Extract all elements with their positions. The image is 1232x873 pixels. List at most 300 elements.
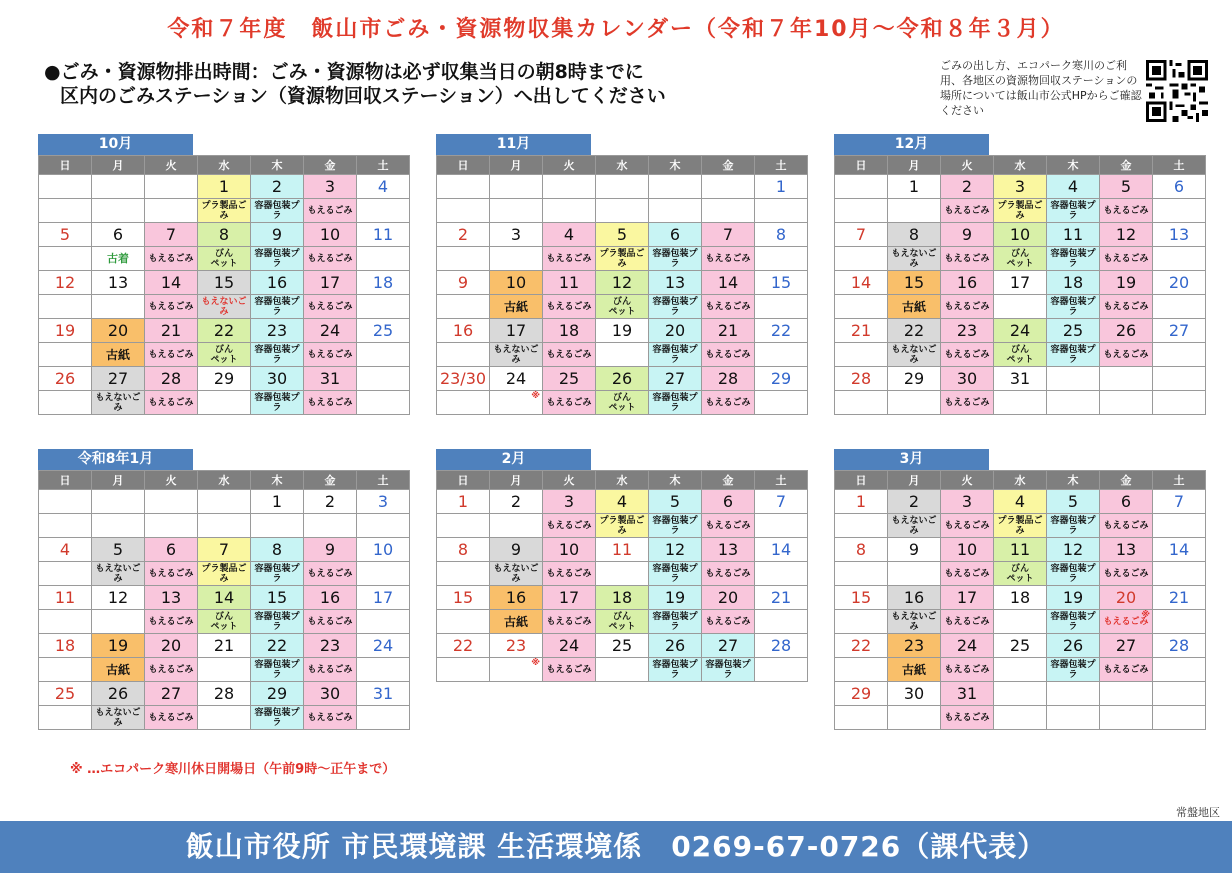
day-number: 25	[1047, 319, 1100, 343]
collection-label	[835, 343, 888, 367]
day-number: 5	[92, 538, 145, 562]
collection-label	[304, 343, 357, 367]
day-number: 1	[437, 490, 490, 514]
day-number: 14	[755, 538, 808, 562]
collection-type-text: 古着	[107, 251, 129, 265]
day-number: 2	[888, 490, 941, 514]
empty-cell	[39, 490, 92, 514]
holiday-open-mark: ※	[531, 391, 540, 401]
collection-label	[755, 658, 808, 682]
collection-type-text: もえるごみ	[307, 664, 353, 675]
empty-cell	[39, 514, 92, 538]
collection-type-text: もえるごみ	[148, 664, 194, 675]
day-number: 26	[1100, 319, 1153, 343]
day-number: 13	[92, 271, 145, 295]
collection-label	[490, 343, 543, 367]
day-number: 20	[1153, 271, 1206, 295]
collection-label	[702, 295, 755, 319]
day-number: 19	[1100, 271, 1153, 295]
weekday-header: 日	[835, 471, 888, 490]
month-table	[834, 155, 1206, 415]
collection-type-text: びん ペット	[1006, 563, 1034, 584]
collection-label	[755, 343, 808, 367]
collection-type-text: もえるごみ	[546, 568, 592, 579]
day-number: 23	[888, 634, 941, 658]
day-number: 25	[994, 634, 1047, 658]
collection-label	[1100, 610, 1153, 634]
empty-cell	[835, 175, 888, 199]
collection-label	[888, 610, 941, 634]
empty-cell	[145, 199, 198, 223]
day-number: 10	[994, 223, 1047, 247]
collection-type-text: もえないごみ	[201, 296, 247, 317]
day-number: 24	[490, 367, 543, 391]
collection-label	[490, 391, 543, 415]
day-number: 25	[39, 682, 92, 706]
weekday-header: 金	[304, 471, 357, 490]
collection-label	[888, 514, 941, 538]
day-number: 1	[198, 175, 251, 199]
collection-type-text: びん ペット	[608, 392, 636, 413]
collection-type-text: もえるごみ	[705, 253, 751, 264]
collection-label	[941, 247, 994, 271]
collection-type-text: もえるごみ	[944, 349, 990, 360]
day-number: 3	[543, 490, 596, 514]
empty-cell	[1100, 391, 1153, 415]
collection-type-text: もえるごみ	[307, 568, 353, 579]
collection-label	[1100, 514, 1153, 538]
day-number: 6	[1100, 490, 1153, 514]
collection-label	[437, 343, 490, 367]
collection-type-text: もえるごみ	[148, 568, 194, 579]
weekday-header: 水	[596, 156, 649, 175]
day-number: 17	[490, 319, 543, 343]
collection-type-text: もえるごみ	[546, 397, 592, 408]
day-number: 18	[357, 271, 410, 295]
collection-label	[994, 247, 1047, 271]
collection-label	[357, 562, 410, 586]
weekday-header: 月	[888, 471, 941, 490]
day-number: 12	[92, 586, 145, 610]
day-number: 3	[994, 175, 1047, 199]
empty-cell	[1047, 367, 1100, 391]
month-label: 令和8年1月	[38, 449, 193, 470]
collection-type-text: もえるごみ	[944, 301, 990, 312]
collection-label	[145, 391, 198, 415]
collection-type-text: 容器包装プラ	[254, 296, 300, 317]
collection-label	[888, 658, 941, 682]
collection-type-text: 容器包装プラ	[254, 707, 300, 728]
weekday-header: 日	[835, 156, 888, 175]
weekday-header: 水	[596, 471, 649, 490]
collection-label	[543, 562, 596, 586]
weekday-header: 火	[543, 471, 596, 490]
collection-label	[39, 658, 92, 682]
collection-label	[304, 562, 357, 586]
day-number: 14	[1153, 538, 1206, 562]
day-number: 26	[92, 682, 145, 706]
day-number: 18	[596, 586, 649, 610]
day-number: 28	[1153, 634, 1206, 658]
collection-label	[1100, 343, 1153, 367]
day-number: 16	[437, 319, 490, 343]
collection-type-text: 容器包装プラ	[1050, 515, 1096, 536]
notice-line-1: ●ごみ・資源物排出時間：ごみ・資源物は必ず収集当日の朝8時までに	[44, 61, 644, 83]
collection-type-text: もえないごみ	[891, 344, 937, 365]
day-number: 14	[145, 271, 198, 295]
empty-cell	[1153, 391, 1206, 415]
month-label: 12月	[834, 134, 989, 155]
day-number: 22	[755, 319, 808, 343]
day-number: 17	[543, 586, 596, 610]
month-table	[38, 470, 410, 730]
day-number: 15	[251, 586, 304, 610]
collection-type-text: もえるごみ	[307, 397, 353, 408]
collection-label	[145, 295, 198, 319]
qr-code-icon[interactable]	[1146, 60, 1208, 122]
day-number: 11	[357, 223, 410, 247]
collection-label	[1100, 562, 1153, 586]
collection-label	[1100, 247, 1153, 271]
collection-type-text: 容器包装プラ	[705, 659, 751, 680]
collection-label	[941, 199, 994, 223]
day-number: 27	[702, 634, 755, 658]
empty-cell	[1153, 367, 1206, 391]
collection-label	[304, 514, 357, 538]
collection-label	[251, 610, 304, 634]
collection-label	[596, 391, 649, 415]
collection-label	[357, 706, 410, 730]
weekday-header: 月	[92, 471, 145, 490]
collection-label	[1047, 610, 1100, 634]
collection-label	[92, 391, 145, 415]
collection-type-text: びん ペット	[1006, 344, 1034, 365]
collection-label	[941, 391, 994, 415]
weekday-header: 木	[251, 156, 304, 175]
weekday-header: 土	[1153, 156, 1206, 175]
month-label: 10月	[38, 134, 193, 155]
day-number: 23	[251, 319, 304, 343]
collection-type-text: プラ製品ごみ	[201, 200, 247, 221]
day-number: 20	[92, 319, 145, 343]
collection-type-text: 古紙	[105, 662, 130, 677]
collection-label	[198, 562, 251, 586]
day-number: 27	[92, 367, 145, 391]
day-number: 26	[39, 367, 92, 391]
weekday-header: 土	[755, 471, 808, 490]
collection-type-text: プラ製品ごみ	[599, 515, 645, 536]
collection-label	[596, 514, 649, 538]
collection-label	[145, 610, 198, 634]
collection-type-text: 容器包装プラ	[652, 392, 698, 413]
month-calendar	[834, 134, 1198, 415]
day-number: 28	[835, 367, 888, 391]
empty-cell	[39, 175, 92, 199]
day-number: 30	[941, 367, 994, 391]
collection-label	[1153, 295, 1206, 319]
day-number: 22	[437, 634, 490, 658]
day-number: 29	[251, 682, 304, 706]
collection-label	[994, 514, 1047, 538]
day-number: 13	[649, 271, 702, 295]
collection-type-text: もえるごみ	[546, 616, 592, 627]
collection-label	[490, 514, 543, 538]
holiday-open-mark: ※	[1141, 610, 1150, 620]
day-number: 30	[251, 367, 304, 391]
empty-cell	[92, 490, 145, 514]
collection-label	[1153, 343, 1206, 367]
day-number: 10	[543, 538, 596, 562]
month-calendar	[436, 449, 800, 682]
collection-type-text: 容器包装プラ	[1050, 248, 1096, 269]
collection-type-text: 古紙	[503, 614, 528, 629]
day-number: 16	[251, 271, 304, 295]
day-number: 1	[755, 175, 808, 199]
collection-type-text: もえるごみ	[944, 712, 990, 723]
collection-label	[596, 295, 649, 319]
day-number: 31	[941, 682, 994, 706]
day-number: 20	[702, 586, 755, 610]
day-number: 13	[1100, 538, 1153, 562]
collection-type-text: もえないごみ	[493, 344, 539, 365]
collection-label	[543, 391, 596, 415]
collection-type-text: もえるごみ	[307, 712, 353, 723]
collection-label	[596, 562, 649, 586]
collection-type-text: びん ペット	[210, 248, 238, 269]
day-number: 23	[941, 319, 994, 343]
weekday-header: 土	[755, 156, 808, 175]
collection-label	[835, 610, 888, 634]
day-number: 17	[357, 586, 410, 610]
day-number: 24	[941, 634, 994, 658]
day-number: 27	[1153, 319, 1206, 343]
collection-label	[39, 247, 92, 271]
month-label: 3月	[834, 449, 989, 470]
collection-label	[835, 247, 888, 271]
day-number: 2	[437, 223, 490, 247]
collection-type-text: もえないごみ	[95, 563, 141, 584]
day-number: 19	[1047, 586, 1100, 610]
day-number: 6	[649, 223, 702, 247]
collection-label	[1153, 247, 1206, 271]
collection-type-text: もえるごみ	[1103, 253, 1149, 264]
collection-label	[1047, 343, 1100, 367]
day-number: 31	[304, 367, 357, 391]
collection-label	[941, 610, 994, 634]
day-number: 15	[888, 271, 941, 295]
collection-type-text: プラ製品ごみ	[997, 200, 1043, 221]
collection-type-text: もえないごみ	[891, 515, 937, 536]
collection-type-text: もえるごみ	[148, 301, 194, 312]
day-number: 12	[596, 271, 649, 295]
day-number: 2	[304, 490, 357, 514]
weekday-header: 月	[92, 156, 145, 175]
day-number: 4	[596, 490, 649, 514]
weekday-header: 月	[490, 156, 543, 175]
collection-label	[755, 295, 808, 319]
collection-label	[304, 706, 357, 730]
collection-type-text: もえないごみ	[891, 248, 937, 269]
day-number: 24	[543, 634, 596, 658]
collection-label	[251, 706, 304, 730]
weekday-header: 土	[357, 471, 410, 490]
collection-label	[92, 562, 145, 586]
day-number: 26	[1047, 634, 1100, 658]
day-number: 1	[888, 175, 941, 199]
empty-cell	[39, 199, 92, 223]
empty-cell	[1100, 367, 1153, 391]
empty-cell	[145, 514, 198, 538]
day-number: 24	[304, 319, 357, 343]
day-number: 26	[649, 634, 702, 658]
day-number: 22	[198, 319, 251, 343]
day-number: 9	[251, 223, 304, 247]
day-number: 2	[251, 175, 304, 199]
collection-type-text: びん ペット	[210, 344, 238, 365]
collection-label	[92, 343, 145, 367]
day-number: 15	[755, 271, 808, 295]
empty-cell	[490, 199, 543, 223]
collection-type-text: 容器包装プラ	[254, 659, 300, 680]
day-number: 22	[251, 634, 304, 658]
collection-label	[437, 295, 490, 319]
weekday-header: 木	[1047, 471, 1100, 490]
collection-label	[39, 562, 92, 586]
collection-label	[145, 658, 198, 682]
day-number: 14	[198, 586, 251, 610]
collection-label	[145, 706, 198, 730]
collection-label	[649, 391, 702, 415]
collection-type-text: もえるごみ	[944, 616, 990, 627]
day-number: 5	[39, 223, 92, 247]
month-label: 11月	[436, 134, 591, 155]
collection-label	[543, 247, 596, 271]
notice-line-2: 区内のごみステーション（資源物回収ステーション）へ出してください	[60, 85, 666, 107]
collection-type-text: 容器包装プラ	[652, 659, 698, 680]
collection-label	[357, 343, 410, 367]
day-number: 2	[490, 490, 543, 514]
collection-label	[1100, 658, 1153, 682]
empty-cell	[198, 514, 251, 538]
day-number: 15	[835, 586, 888, 610]
day-number: 23	[490, 634, 543, 658]
collection-label	[941, 706, 994, 730]
day-number: 9	[437, 271, 490, 295]
day-number: 24	[994, 319, 1047, 343]
collection-label	[543, 295, 596, 319]
collection-type-text: もえるごみ	[705, 301, 751, 312]
day-number: 8	[755, 223, 808, 247]
day-number: 26	[596, 367, 649, 391]
month-table	[436, 155, 808, 415]
collection-type-text: びん ペット	[210, 611, 238, 632]
weekday-header: 水	[198, 156, 251, 175]
day-number: 5	[1100, 175, 1153, 199]
day-number: 24	[357, 634, 410, 658]
empty-cell	[1153, 706, 1206, 730]
page-title: 令和７年度 飯山市ごみ・資源物収集カレンダー（令和７年10月～令和８年３月）	[167, 17, 1065, 42]
collection-label	[92, 706, 145, 730]
weekday-header: 金	[702, 471, 755, 490]
day-number: 10	[941, 538, 994, 562]
collection-type-text: 古紙	[901, 662, 926, 677]
collection-label	[251, 658, 304, 682]
day-number: 25	[357, 319, 410, 343]
collection-label	[437, 658, 490, 682]
collection-type-text: プラ製品ごみ	[599, 248, 645, 269]
collection-type-text: びん ペット	[608, 611, 636, 632]
holiday-open-mark: ※	[531, 658, 540, 668]
collection-type-text: もえるごみ	[546, 349, 592, 360]
day-number: 27	[1100, 634, 1153, 658]
day-number: 18	[543, 319, 596, 343]
collection-label	[198, 610, 251, 634]
collection-type-text: 容器包装プラ	[254, 344, 300, 365]
month-calendar	[38, 134, 402, 415]
collection-type-text: もえるごみ	[546, 664, 592, 675]
day-number: 15	[437, 586, 490, 610]
weekday-header: 土	[1153, 471, 1206, 490]
collection-label	[490, 562, 543, 586]
collection-label	[941, 514, 994, 538]
collection-label	[251, 295, 304, 319]
day-number: 28	[198, 682, 251, 706]
collection-label	[994, 610, 1047, 634]
collection-label	[649, 658, 702, 682]
collection-type-text: 古紙	[503, 299, 528, 314]
collection-label	[755, 562, 808, 586]
collection-label	[649, 247, 702, 271]
collection-label	[304, 295, 357, 319]
day-number: 5	[1047, 490, 1100, 514]
day-number: 31	[994, 367, 1047, 391]
collection-type-text: もえるごみ	[148, 712, 194, 723]
day-number: 22	[835, 634, 888, 658]
collection-label	[649, 514, 702, 538]
collection-label	[437, 562, 490, 586]
day-number: 8	[437, 538, 490, 562]
day-number: 31	[357, 682, 410, 706]
collection-label	[145, 343, 198, 367]
day-number: 5	[649, 490, 702, 514]
collection-label	[251, 391, 304, 415]
day-number: 1	[251, 490, 304, 514]
day-number: 7	[145, 223, 198, 247]
collection-type-text: もえるごみ	[1103, 664, 1149, 675]
collection-label	[304, 391, 357, 415]
collection-label	[437, 391, 490, 415]
collection-label	[994, 658, 1047, 682]
collection-type-text: 容器包装プラ	[1050, 563, 1096, 584]
collection-label	[145, 562, 198, 586]
day-number: 6	[145, 538, 198, 562]
collection-label	[357, 514, 410, 538]
weekday-header: 土	[357, 156, 410, 175]
month-calendar	[38, 449, 402, 730]
day-number: 11	[596, 538, 649, 562]
day-number: 16	[304, 586, 357, 610]
collection-type-text: もえるごみ	[148, 616, 194, 627]
collection-label	[39, 391, 92, 415]
collection-label	[941, 295, 994, 319]
collection-label	[357, 610, 410, 634]
day-number: 13	[1153, 223, 1206, 247]
collection-label	[649, 343, 702, 367]
collection-type-text: もえるごみ	[944, 520, 990, 531]
collection-type-text: もえるごみ	[307, 349, 353, 360]
collection-type-text: もえるごみ	[705, 520, 751, 531]
day-number: 9	[941, 223, 994, 247]
